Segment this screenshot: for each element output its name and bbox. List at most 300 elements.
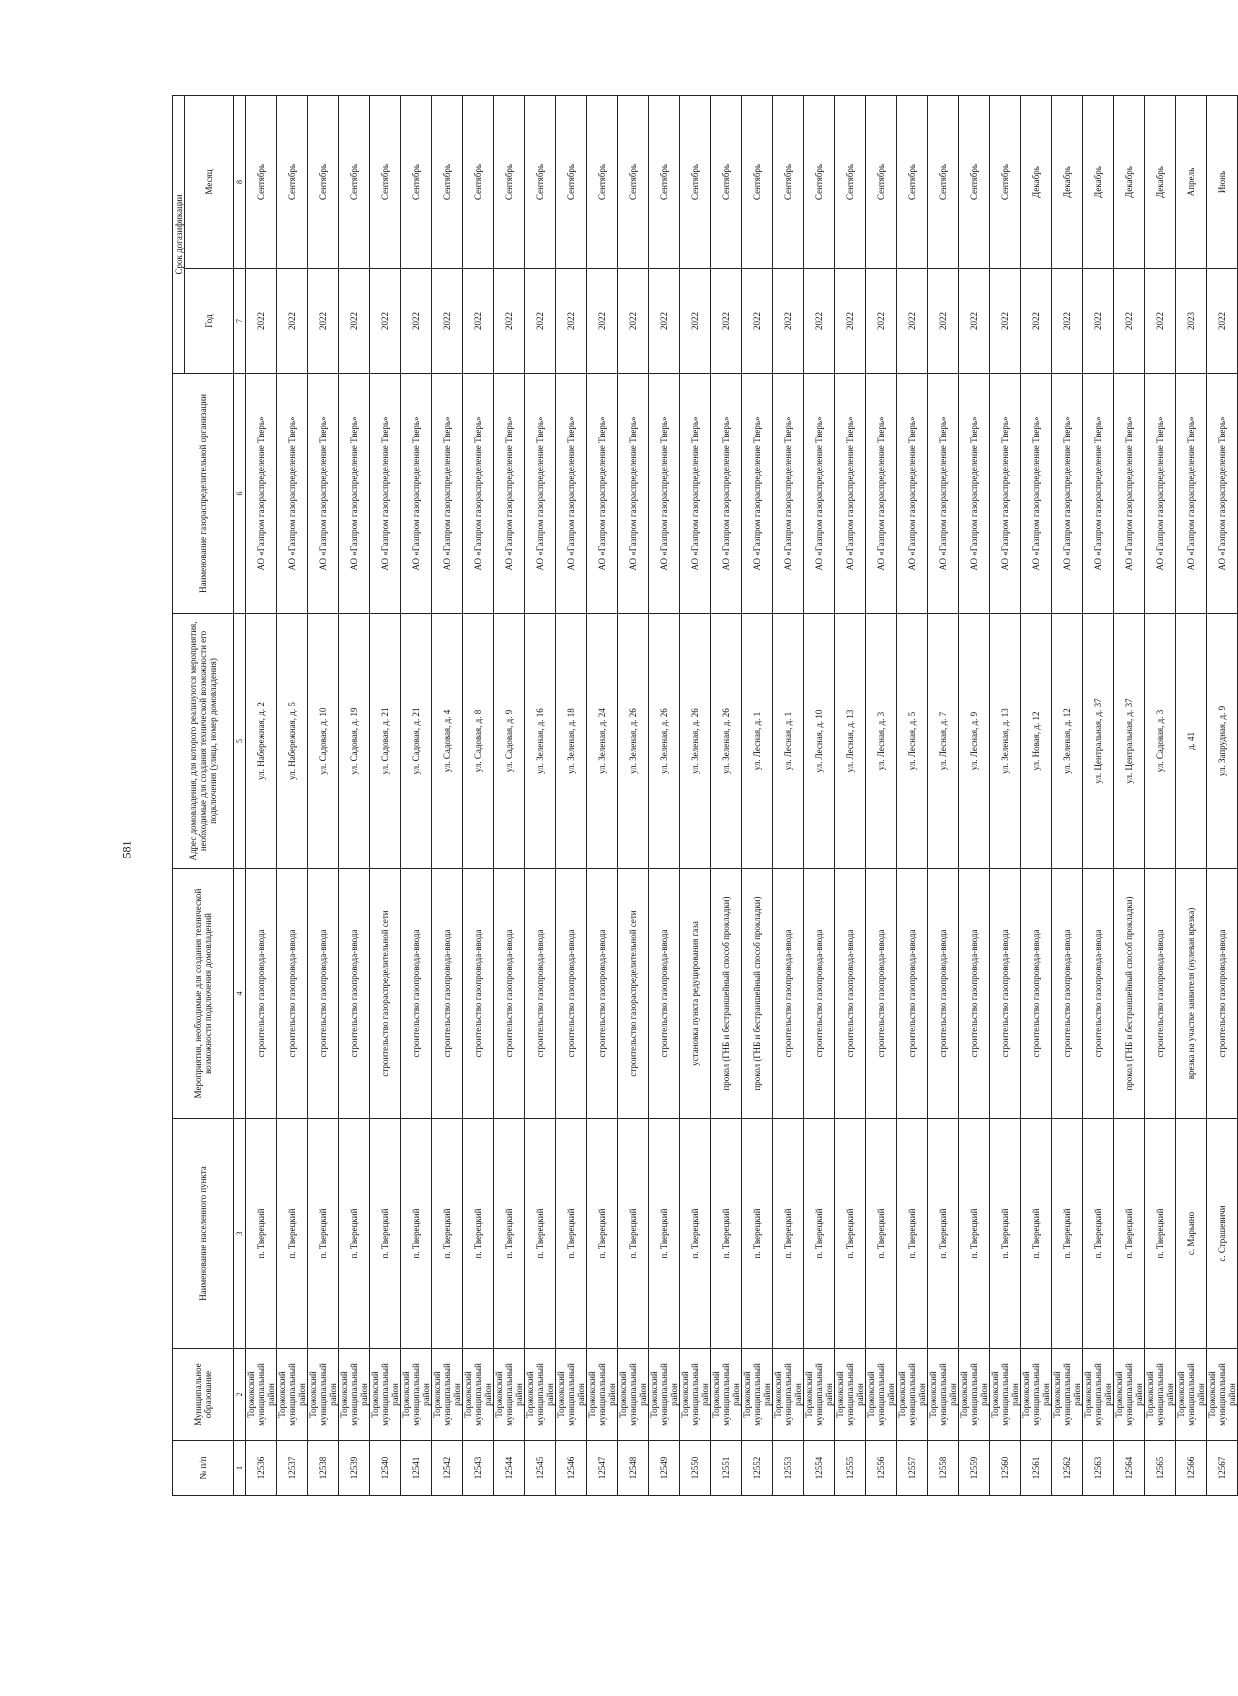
municipality-cell: Торжокский муниципальный район [370, 1349, 401, 1441]
municipality-cell: Торжокский муниципальный район [897, 1349, 928, 1441]
row-number: 12548 [618, 1441, 649, 1496]
measure-cell: строительство газопровода-ввода [556, 869, 587, 1119]
address-cell: ул. Садовая, д. 8 [463, 614, 494, 869]
table-row [246, 96, 277, 1496]
measure-cell: строительство газопровода-ввода [494, 869, 525, 1119]
table-row [1114, 96, 1145, 1496]
header-measures: Мероприятия, необходимые для создания технической возможности подключения домовладений [173, 869, 234, 1119]
measure-cell: врезка на участке заявителя (нулевая врезка) [1176, 869, 1207, 1119]
table-row [1083, 96, 1114, 1496]
column-number: 7 [234, 269, 246, 374]
year-cell: 2022 [959, 269, 990, 374]
month-cell: Декабрь [1114, 96, 1145, 269]
organization-cell: АО «Газпром газораспределение Тверь» [959, 374, 990, 614]
settlement-cell: п. Тверецкий [649, 1119, 680, 1349]
year-cell: 2022 [680, 269, 711, 374]
table-row [525, 96, 556, 1496]
month-cell: Декабрь [1052, 96, 1083, 269]
row-number: 12536 [246, 1441, 277, 1496]
row-number: 12544 [494, 1441, 525, 1496]
row-number: 12555 [835, 1441, 866, 1496]
month-cell: Декабрь [1021, 96, 1052, 269]
measure-cell: прокол (ГНБ и бестраншейный способ прокладки) [1114, 869, 1145, 1119]
page-number: 581 [119, 840, 134, 859]
settlement-cell: п. Тверецкий [680, 1119, 711, 1349]
municipality-cell: Торжокский муниципальный район [1145, 1349, 1176, 1441]
header-address: Адрес домовладения, для которого реализуются мероприятия, необходимые для создания технической возможности его подключения (улица, номер домовладения) [173, 614, 234, 869]
organization-cell: АО «Газпром газораспределение Тверь» [1176, 374, 1207, 614]
municipality-cell: Торжокский муниципальный район [649, 1349, 680, 1441]
address-cell: ул. Зеленая, д. 13 [990, 614, 1021, 869]
column-number: 5 [234, 614, 246, 869]
measure-cell: строительство газопровода-ввода [804, 869, 835, 1119]
municipality-cell: Торжокский муниципальный район [1021, 1349, 1052, 1441]
settlement-cell: п. Тверецкий [494, 1119, 525, 1349]
row-number: 12556 [866, 1441, 897, 1496]
settlement-cell: п. Тверецкий [1114, 1119, 1145, 1349]
row-number: 12538 [308, 1441, 339, 1496]
municipality-cell: Торжокский муниципальный район [835, 1349, 866, 1441]
year-cell: 2022 [432, 269, 463, 374]
settlement-cell: п. Тверецкий [370, 1119, 401, 1349]
table-row [1207, 96, 1238, 1496]
row-number: 12551 [711, 1441, 742, 1496]
row-number: 12540 [370, 1441, 401, 1496]
settlement-cell: с. Страшевичи [1207, 1119, 1238, 1349]
measure-cell: строительство газопровода-ввода [463, 869, 494, 1119]
table-row [339, 96, 370, 1496]
address-cell: ул. Лесная, д. 7 [928, 614, 959, 869]
year-cell: 2022 [1083, 269, 1114, 374]
address-cell: ул. Садовая, д. 9 [494, 614, 525, 869]
table-row [1052, 96, 1083, 1496]
organization-cell: АО «Газпром газораспределение Тверь» [835, 374, 866, 614]
month-cell: Сентябрь [618, 96, 649, 269]
table-row [649, 96, 680, 1496]
municipality-cell: Торжокский муниципальный район [1207, 1349, 1238, 1441]
header-deadline: Срок догазификации [173, 96, 185, 374]
municipality-cell: Торжокский муниципальный район [990, 1349, 1021, 1441]
settlement-cell: п. Тверецкий [773, 1119, 804, 1349]
address-cell: ул. Лесная, д. 5 [897, 614, 928, 869]
municipality-cell: Торжокский муниципальный район [618, 1349, 649, 1441]
organization-cell: АО «Газпром газораспределение Тверь» [1114, 374, 1145, 614]
municipality-cell: Торжокский муниципальный район [277, 1349, 308, 1441]
table-row [556, 96, 587, 1496]
year-cell: 2022 [773, 269, 804, 374]
year-cell: 2022 [277, 269, 308, 374]
table-row [804, 96, 835, 1496]
year-cell: 2022 [1114, 269, 1145, 374]
row-number: 12552 [742, 1441, 773, 1496]
measure-cell: строительство газопровода-ввода [277, 869, 308, 1119]
municipality-cell: Торжокский муниципальный район [308, 1349, 339, 1441]
municipality-cell: Торжокский муниципальный район [959, 1349, 990, 1441]
organization-cell: АО «Газпром газораспределение Тверь» [339, 374, 370, 614]
row-number: 12562 [1052, 1441, 1083, 1496]
municipality-cell: Торжокский муниципальный район [1052, 1349, 1083, 1441]
organization-cell: АО «Газпром газораспределение Тверь» [1021, 374, 1052, 614]
organization-cell: АО «Газпром газораспределение Тверь» [370, 374, 401, 614]
address-cell: ул. Зеленая, д. 26 [649, 614, 680, 869]
table-row [742, 96, 773, 1496]
address-cell: ул. Зеленая, д. 24 [587, 614, 618, 869]
row-number: 12564 [1114, 1441, 1145, 1496]
measure-cell: прокол (ГНБ и бестраншейный способ прокладки) [711, 869, 742, 1119]
table-row [711, 96, 742, 1496]
month-cell: Декабрь [1145, 96, 1176, 269]
month-cell: Сентябрь [401, 96, 432, 269]
address-cell: ул. Лесная, д. 13 [835, 614, 866, 869]
row-number: 12567 [1207, 1441, 1238, 1496]
address-cell: ул. Зеленая, д. 26 [711, 614, 742, 869]
settlement-cell: п. Тверецкий [587, 1119, 618, 1349]
year-cell: 2022 [308, 269, 339, 374]
header-year: Год [185, 269, 234, 374]
table-row [587, 96, 618, 1496]
row-number: 12561 [1021, 1441, 1052, 1496]
year-cell: 2022 [1207, 269, 1238, 374]
year-cell: 2022 [401, 269, 432, 374]
measure-cell: строительство газопровода-ввода [990, 869, 1021, 1119]
measure-cell: строительство газопровода-ввода [308, 869, 339, 1119]
table-body [246, 96, 1238, 1496]
header-month: Месяц [185, 96, 234, 269]
measure-cell: строительство газопровода-ввода [866, 869, 897, 1119]
month-cell: Сентябрь [339, 96, 370, 269]
settlement-cell: п. Тверецкий [1083, 1119, 1114, 1349]
address-cell: ул. Новая, д. 12 [1021, 614, 1052, 869]
measure-cell: строительство газопровода-ввода [835, 869, 866, 1119]
address-cell: ул. Зеленая, д. 12 [1052, 614, 1083, 869]
month-cell: Декабрь [1083, 96, 1114, 269]
month-cell: Сентябрь [308, 96, 339, 269]
address-cell: ул. Набережная, д. 5 [277, 614, 308, 869]
month-cell: Сентябрь [680, 96, 711, 269]
row-number: 12558 [928, 1441, 959, 1496]
month-cell: Июнь [1207, 96, 1238, 269]
row-number: 12542 [432, 1441, 463, 1496]
municipality-cell: Торжокский муниципальный район [1176, 1349, 1207, 1441]
year-cell: 2023 [1176, 269, 1207, 374]
municipality-cell: Торжокский муниципальный район [587, 1349, 618, 1441]
municipality-cell: Торжокский муниципальный район [525, 1349, 556, 1441]
address-cell: ул. Зеленая, д. 18 [556, 614, 587, 869]
month-cell: Сентябрь [556, 96, 587, 269]
table-row [494, 96, 525, 1496]
address-cell: ул. Садовая, д. 3 [1145, 614, 1176, 869]
municipality-cell: Торжокский муниципальный район [711, 1349, 742, 1441]
address-cell: ул. Садовая, д. 19 [339, 614, 370, 869]
settlement-cell: с. Марьино [1176, 1119, 1207, 1349]
year-cell: 2022 [556, 269, 587, 374]
settlement-cell: п. Тверецкий [742, 1119, 773, 1349]
settlement-cell: п. Тверецкий [463, 1119, 494, 1349]
organization-cell: АО «Газпром газораспределение Тверь» [618, 374, 649, 614]
measure-cell: строительство газопровода-ввода [1021, 869, 1052, 1119]
settlement-cell: п. Тверецкий [835, 1119, 866, 1349]
address-cell: ул. Зеленая, д. 26 [680, 614, 711, 869]
settlement-cell: п. Тверецкий [1021, 1119, 1052, 1349]
table-row [463, 96, 494, 1496]
address-cell: ул. Садовая, д. 21 [370, 614, 401, 869]
column-number: 4 [234, 869, 246, 1119]
organization-cell: АО «Газпром газораспределение Тверь» [928, 374, 959, 614]
measure-cell: строительство газопровода-ввода [525, 869, 556, 1119]
table-row [308, 96, 339, 1496]
settlement-cell: п. Тверецкий [928, 1119, 959, 1349]
address-cell: ул. Лесная, д. 1 [742, 614, 773, 869]
settlement-cell: п. Тверецкий [866, 1119, 897, 1349]
municipality-cell: Торжокский муниципальный район [432, 1349, 463, 1441]
table-row [432, 96, 463, 1496]
rotated-page-content [172, 96, 1237, 1496]
organization-cell: АО «Газпром газораспределение Тверь» [649, 374, 680, 614]
municipality-cell: Торжокский муниципальный район [773, 1349, 804, 1441]
row-number: 12541 [401, 1441, 432, 1496]
row-number: 12546 [556, 1441, 587, 1496]
year-cell: 2022 [804, 269, 835, 374]
column-number-row [234, 96, 246, 1496]
table-row [277, 96, 308, 1496]
year-cell: 2022 [339, 269, 370, 374]
year-cell: 2022 [587, 269, 618, 374]
month-cell: Сентябрь [525, 96, 556, 269]
month-cell: Сентябрь [804, 96, 835, 269]
year-cell: 2022 [618, 269, 649, 374]
address-cell: ул. Набережная, д. 2 [246, 614, 277, 869]
row-number: 12566 [1176, 1441, 1207, 1496]
table-row [618, 96, 649, 1496]
address-cell: ул. Садовая, д. 10 [308, 614, 339, 869]
settlement-cell: п. Тверецкий [246, 1119, 277, 1349]
measure-cell: строительство газопровода-ввода [928, 869, 959, 1119]
year-cell: 2022 [835, 269, 866, 374]
month-cell: Сентябрь [897, 96, 928, 269]
table-row [1021, 96, 1052, 1496]
row-number: 12559 [959, 1441, 990, 1496]
month-cell: Сентябрь [463, 96, 494, 269]
organization-cell: АО «Газпром газораспределение Тверь» [525, 374, 556, 614]
row-number: 12543 [463, 1441, 494, 1496]
organization-cell: АО «Газпром газораспределение Тверь» [494, 374, 525, 614]
settlement-cell: п. Тверецкий [990, 1119, 1021, 1349]
municipality-cell: Торжокский муниципальный район [742, 1349, 773, 1441]
organization-cell: АО «Газпром газораспределение Тверь» [401, 374, 432, 614]
year-cell: 2022 [370, 269, 401, 374]
column-number: 3 [234, 1119, 246, 1349]
row-number: 12537 [277, 1441, 308, 1496]
municipality-cell: Торжокский муниципальный район [494, 1349, 525, 1441]
year-cell: 2022 [649, 269, 680, 374]
municipality-cell: Торжокский муниципальный район [928, 1349, 959, 1441]
municipality-cell: Торжокский муниципальный район [401, 1349, 432, 1441]
settlement-cell: п. Тверецкий [556, 1119, 587, 1349]
table-row [835, 96, 866, 1496]
address-cell: ул. Садовая, д. 21 [401, 614, 432, 869]
organization-cell: АО «Газпром газораспределение Тверь» [277, 374, 308, 614]
settlement-cell: п. Тверецкий [959, 1119, 990, 1349]
municipality-cell: Торжокский муниципальный район [680, 1349, 711, 1441]
row-number: 12557 [897, 1441, 928, 1496]
address-cell: ул. Лесная, д. 9 [959, 614, 990, 869]
year-cell: 2022 [1021, 269, 1052, 374]
month-cell: Сентябрь [649, 96, 680, 269]
organization-cell: АО «Газпром газораспределение Тверь» [432, 374, 463, 614]
row-number: 12549 [649, 1441, 680, 1496]
settlement-cell: п. Тверецкий [277, 1119, 308, 1349]
month-cell: Сентябрь [587, 96, 618, 269]
table-row [401, 96, 432, 1496]
month-cell: Сентябрь [494, 96, 525, 269]
settlement-cell: п. Тверецкий [711, 1119, 742, 1349]
municipality-cell: Торжокский муниципальный район [246, 1349, 277, 1441]
organization-cell: АО «Газпром газораспределение Тверь» [308, 374, 339, 614]
address-cell: ул. Центральная, д. 37 [1083, 614, 1114, 869]
measure-cell: строительство газопровода-ввода [897, 869, 928, 1119]
measure-cell: прокол (ГНБ и бестраншейный способ прокладки) [742, 869, 773, 1119]
year-cell: 2022 [463, 269, 494, 374]
gasification-table [172, 95, 1238, 1496]
measure-cell: строительство газопровода-ввода [401, 869, 432, 1119]
month-cell: Сентябрь [866, 96, 897, 269]
measure-cell: строительство газопровода-ввода [1145, 869, 1176, 1119]
measure-cell: установка пункта редуцирования газа [680, 869, 711, 1119]
measure-cell: строительство газопровода-ввода [587, 869, 618, 1119]
organization-cell: АО «Газпром газораспределение Тверь» [804, 374, 835, 614]
row-number: 12553 [773, 1441, 804, 1496]
table-row [866, 96, 897, 1496]
table-header [173, 96, 246, 1496]
settlement-cell: п. Тверецкий [804, 1119, 835, 1349]
table-row [370, 96, 401, 1496]
year-cell: 2022 [928, 269, 959, 374]
month-cell: Сентябрь [959, 96, 990, 269]
measure-cell: строительство газопровода-ввода [246, 869, 277, 1119]
measure-cell: строительство газопровода-ввода [1207, 869, 1238, 1119]
month-cell: Сентябрь [742, 96, 773, 269]
table-row [990, 96, 1021, 1496]
table-row [1145, 96, 1176, 1496]
measure-cell: строительство газопровода-ввода [959, 869, 990, 1119]
row-number: 12550 [680, 1441, 711, 1496]
address-cell: ул. Запрудная, д. 9 [1207, 614, 1238, 869]
row-number: 12560 [990, 1441, 1021, 1496]
organization-cell: АО «Газпром газораспределение Тверь» [990, 374, 1021, 614]
row-number: 12545 [525, 1441, 556, 1496]
table-row [773, 96, 804, 1496]
measure-cell: строительство газопровода-ввода [1083, 869, 1114, 1119]
measure-cell: строительство газопровода-ввода [649, 869, 680, 1119]
year-cell: 2022 [1052, 269, 1083, 374]
month-cell: Сентябрь [990, 96, 1021, 269]
year-cell: 2022 [246, 269, 277, 374]
year-cell: 2022 [897, 269, 928, 374]
measure-cell: строительство газопровода-ввода [1052, 869, 1083, 1119]
municipality-cell: Торжокский муниципальный район [556, 1349, 587, 1441]
row-number: 12554 [804, 1441, 835, 1496]
municipality-cell: Торжокский муниципальный район [1114, 1349, 1145, 1441]
settlement-cell: п. Тверецкий [618, 1119, 649, 1349]
year-cell: 2022 [1145, 269, 1176, 374]
month-cell: Сентябрь [835, 96, 866, 269]
month-cell: Сентябрь [773, 96, 804, 269]
row-number: 12563 [1083, 1441, 1114, 1496]
organization-cell: АО «Газпром газораспределение Тверь» [742, 374, 773, 614]
municipality-cell: Торжокский муниципальный район [804, 1349, 835, 1441]
municipality-cell: Торжокский муниципальный район [463, 1349, 494, 1441]
header-municipality: Муниципальное образование [173, 1349, 234, 1441]
measure-cell: строительство газопровода-ввода [339, 869, 370, 1119]
year-cell: 2022 [866, 269, 897, 374]
organization-cell: АО «Газпром газораспределение Тверь» [463, 374, 494, 614]
organization-cell: АО «Газпром газораспределение Тверь» [587, 374, 618, 614]
address-cell: ул. Садовая, д. 4 [432, 614, 463, 869]
settlement-cell: п. Тверецкий [401, 1119, 432, 1349]
measure-cell: строительство газопровода-ввода [773, 869, 804, 1119]
organization-cell: АО «Газпром газораспределение Тверь» [897, 374, 928, 614]
table-row [680, 96, 711, 1496]
row-number: 12539 [339, 1441, 370, 1496]
month-cell: Сентябрь [370, 96, 401, 269]
municipality-cell: Торжокский муниципальный район [339, 1349, 370, 1441]
month-cell: Апрель [1176, 96, 1207, 269]
measure-cell: строительство газораспределительной сети [370, 869, 401, 1119]
address-cell: д. 41 [1176, 614, 1207, 869]
table-row [959, 96, 990, 1496]
address-cell: ул. Зеленая, д. 16 [525, 614, 556, 869]
organization-cell: АО «Газпром газораспределение Тверь» [680, 374, 711, 614]
organization-cell: АО «Газпром газораспределение Тверь» [1207, 374, 1238, 614]
settlement-cell: п. Тверецкий [1145, 1119, 1176, 1349]
measure-cell: строительство газопровода-ввода [432, 869, 463, 1119]
settlement-cell: п. Тверецкий [308, 1119, 339, 1349]
column-number: 1 [234, 1441, 246, 1496]
settlement-cell: п. Тверецкий [525, 1119, 556, 1349]
month-cell: Сентябрь [928, 96, 959, 269]
settlement-cell: п. Тверецкий [897, 1119, 928, 1349]
header-settlement: Наименование населенного пункта [173, 1119, 234, 1349]
organization-cell: АО «Газпром газораспределение Тверь» [1083, 374, 1114, 614]
organization-cell: АО «Газпром газораспределение Тверь» [556, 374, 587, 614]
organization-cell: АО «Газпром газораспределение Тверь» [1145, 374, 1176, 614]
address-cell: ул. Зеленая, д. 26 [618, 614, 649, 869]
address-cell: ул. Лесная, д. 10 [804, 614, 835, 869]
address-cell: ул. Лесная, д. 3 [866, 614, 897, 869]
organization-cell: АО «Газпром газораспределение Тверь» [866, 374, 897, 614]
month-cell: Сентябрь [711, 96, 742, 269]
year-cell: 2022 [742, 269, 773, 374]
header-num: № п/п [173, 1441, 234, 1496]
settlement-cell: п. Тверецкий [432, 1119, 463, 1349]
column-number: 8 [234, 96, 246, 269]
table-row [1176, 96, 1207, 1496]
month-cell: Сентябрь [277, 96, 308, 269]
row-number: 12547 [587, 1441, 618, 1496]
column-number: 6 [234, 374, 246, 614]
municipality-cell: Торжокский муниципальный район [1083, 1349, 1114, 1441]
settlement-cell: п. Тверецкий [1052, 1119, 1083, 1349]
year-cell: 2022 [711, 269, 742, 374]
row-number: 12565 [1145, 1441, 1176, 1496]
month-cell: Сентябрь [246, 96, 277, 269]
settlement-cell: п. Тверецкий [339, 1119, 370, 1349]
year-cell: 2022 [990, 269, 1021, 374]
table-row [897, 96, 928, 1496]
organization-cell: АО «Газпром газораспределение Тверь» [773, 374, 804, 614]
year-cell: 2022 [494, 269, 525, 374]
column-number: 2 [234, 1349, 246, 1441]
